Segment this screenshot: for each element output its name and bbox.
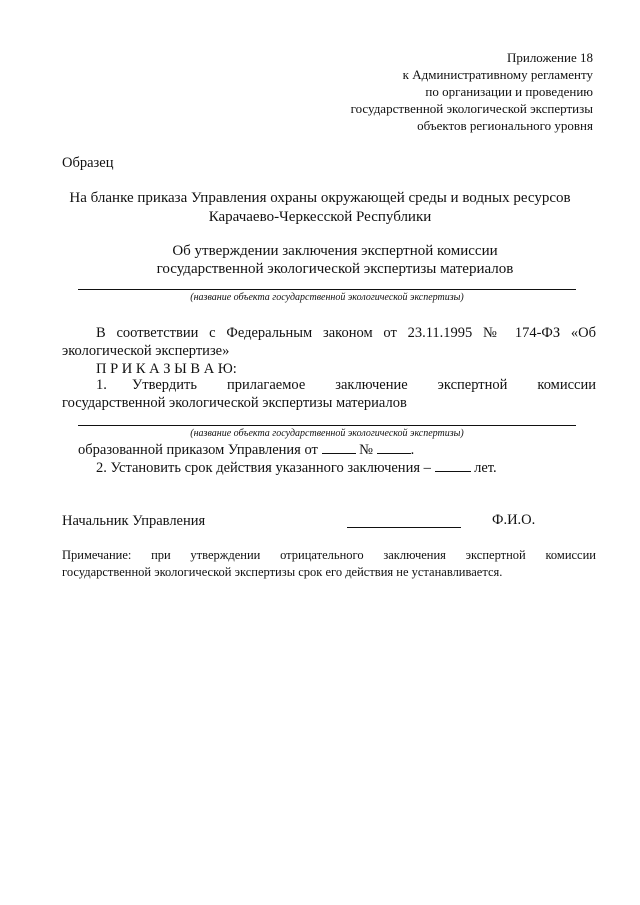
order-word: П Р И К А З Ы В А Ю:	[96, 361, 237, 377]
note-line-1: Примечание: при утверждении отрицательного заключения экспертной комиссии	[62, 548, 596, 562]
formed-by-order-prefix: образованной приказом Управления от	[78, 442, 318, 458]
note-line-2: государственной экологической экспертизы срок его действия не устанавливается.	[62, 565, 503, 579]
formed-end: .	[410, 442, 415, 458]
object-name-blank-line	[78, 289, 576, 290]
order-number-sign: №	[359, 442, 373, 458]
letterhead-line-1: На бланке приказа Управления охраны окружающей среды и водных ресурсов	[69, 190, 571, 206]
item-1-line-2: государственной экологической экспертизы материалов	[62, 395, 407, 411]
object-name-caption-2: (название объекта государственной экологической экспертизы)	[190, 428, 464, 439]
preamble-line-2: экологической экспертизе»	[62, 343, 230, 359]
subject-line-1: Об утверждении заключения экспертной комиссии	[172, 243, 498, 259]
validity-period-blank	[435, 471, 471, 472]
signature-blank-line	[347, 527, 461, 528]
item-2-line	[96, 460, 497, 477]
item-1-number: 1.	[96, 377, 107, 393]
item-1-line-1: Утвердить прилагаемое заключение экспертной комиссии	[132, 377, 596, 393]
letterhead-line-2: Карачаево-Черкесской Республики	[208, 209, 432, 225]
item-2-unit: лет.	[474, 460, 497, 476]
formed-by-order-line	[78, 442, 414, 459]
signature-name: Ф.И.О.	[492, 512, 536, 528]
order-number-blank	[377, 453, 411, 454]
appendix-line-1: к Административному регламенту	[402, 67, 593, 82]
appendix-line-3: государственной экологической экспертизы	[350, 101, 593, 116]
signature-position: Начальник Управления	[62, 513, 206, 529]
sample-label: Образец	[62, 155, 114, 171]
appendix-line-4: объектов регионального уровня	[417, 118, 593, 133]
order-date-blank	[322, 453, 356, 454]
object-name-caption: (название объекта государственной экологической экспертизы)	[190, 292, 464, 303]
appendix-line-2: по организации и проведению	[425, 84, 593, 99]
appendix-title: Приложение 18	[506, 50, 593, 65]
item-2-text: 2. Установить срок действия указанного заключения –	[96, 460, 431, 476]
object-name-blank-line-2	[78, 425, 576, 426]
preamble-line-1: В соответствии с Федеральным законом от 23.11.1995 № 174-ФЗ «Об	[96, 325, 596, 341]
subject-line-2: государственной экологической экспертизы материалов	[156, 261, 514, 277]
